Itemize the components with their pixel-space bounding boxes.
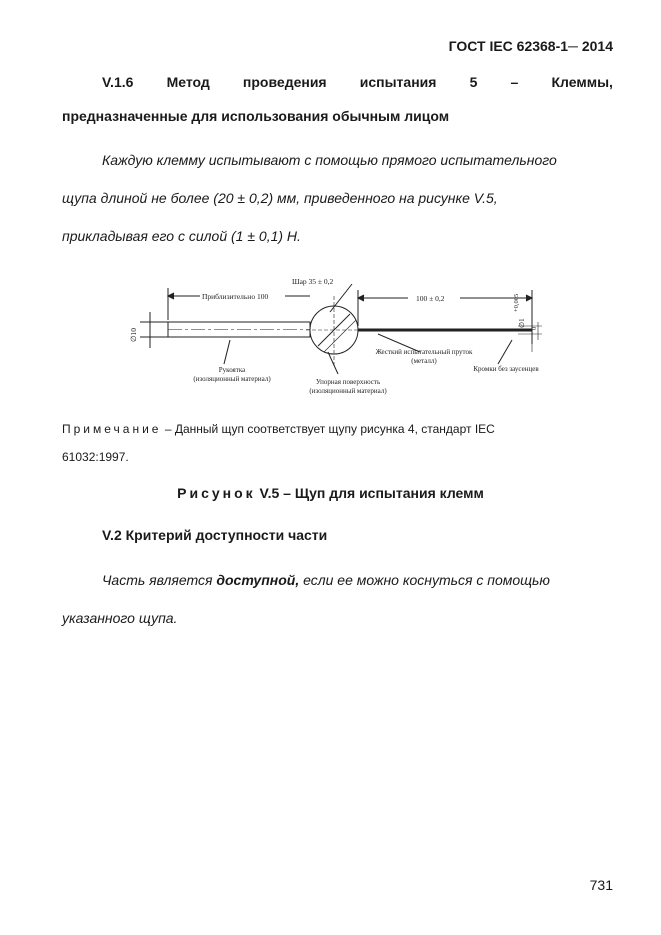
section-heading: [102, 74, 613, 90]
label-approx: Приблизительно 100: [202, 292, 269, 301]
paragraph-line: щупа длиной не более (20 ± 0,2) мм, приведенного на рисунке V.5,: [62, 190, 498, 206]
paragraph-test-method: [62, 141, 613, 255]
paragraph-line: указанного щупа.: [62, 610, 178, 626]
note-label: Примечание: [62, 422, 162, 436]
label-d1: ∅1: [518, 318, 526, 328]
figure-note: [62, 415, 613, 471]
label-d10: ∅10: [129, 327, 138, 342]
caption-label: Рисунок: [177, 485, 256, 501]
label-rod-material: (металл): [411, 357, 437, 365]
paragraph-accessibility: [62, 561, 613, 637]
subsection-heading: V.2 Критерий доступности части: [102, 527, 328, 543]
section-word: проведения: [242, 74, 327, 90]
label-handle-material: (изоляционный материал): [193, 375, 271, 383]
label-rod: Жесткий испытательный пруток: [375, 348, 473, 356]
section-number: V.1.6: [102, 74, 134, 90]
paragraph-line: Каждую клемму испытывают с помощью прямого испытательного: [102, 152, 557, 168]
label-ball: Шар 35 ± 0,2: [292, 277, 334, 286]
paragraph-line: прикладывая его с силой (1 ± 0,1) Н.: [62, 228, 301, 244]
text-run: если ее можно коснуться с помощью: [303, 572, 550, 588]
document-header: ГОСТ IEC 62368-1─ 2014: [448, 38, 613, 54]
figure-caption: [0, 485, 661, 501]
caption-text: V.5 – Щуп для испытания клемм: [259, 485, 484, 501]
label-stop: Упорная поверхность: [315, 378, 381, 386]
probe-figure: [120, 268, 560, 398]
section-word: испытания: [359, 74, 437, 90]
label-tol-top: +0,005: [513, 293, 520, 312]
section-word: 5: [469, 74, 478, 90]
text-run: Часть является: [102, 572, 213, 588]
section-heading-continued: предназначенные для использования обычным лицом: [62, 108, 450, 124]
page-number: 731: [589, 877, 613, 893]
label-stop-material: (изоляционный материал): [309, 387, 387, 395]
section-word: Метод: [166, 74, 210, 90]
paragraph-line: [62, 561, 613, 599]
label-handle: Рукоятка: [218, 366, 246, 374]
label-tol-bot: 0: [531, 326, 538, 330]
label-length: 100 ± 0,2: [416, 294, 445, 303]
label-edge: Кромки без заусенцев: [473, 365, 539, 373]
note-text: – Данный щуп соответствует щупу рисунка 4, стандарт IEC: [164, 422, 495, 436]
note-text-continued: 61032:1997.: [62, 450, 129, 464]
section-word: Клеммы,: [551, 74, 613, 90]
emphasis-term: доступной,: [216, 572, 300, 588]
section-word: –: [510, 74, 519, 90]
